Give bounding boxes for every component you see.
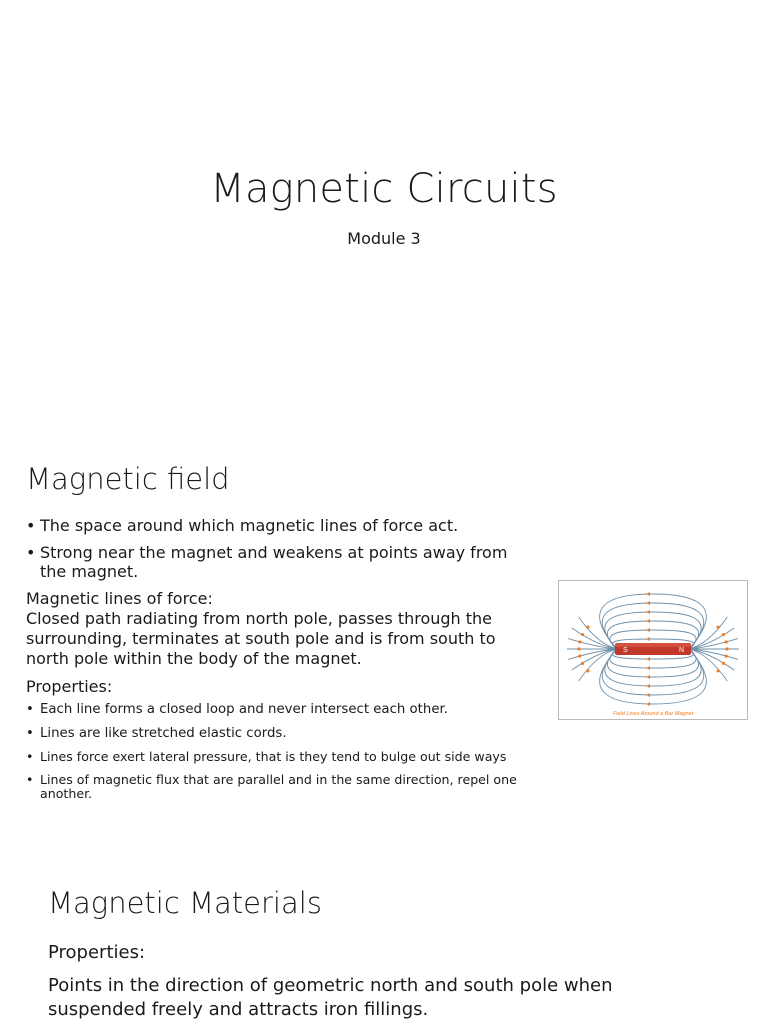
field-arrow xyxy=(717,669,720,672)
south-pole-label: S xyxy=(623,647,628,654)
field-arrow xyxy=(725,647,728,650)
field-arrow xyxy=(646,657,650,661)
bar-magnet-field-figure xyxy=(558,580,748,720)
north-pole-label: N xyxy=(679,647,685,654)
properties-list xyxy=(26,702,536,801)
figure-caption: Field Lines Around a Bar Magnet xyxy=(612,711,694,717)
magnetic-field-slide xyxy=(0,440,768,860)
field-arrow xyxy=(646,637,650,641)
field-arrow xyxy=(646,693,650,697)
field-arrow xyxy=(586,626,589,629)
slide-title: Magnetic Circuits xyxy=(210,166,558,212)
field-line xyxy=(689,649,727,681)
field-arrow xyxy=(577,647,580,650)
magnetic-field-body xyxy=(26,516,536,810)
field-arrow xyxy=(646,601,650,605)
bar-magnet-field-diagram xyxy=(559,581,747,719)
field-arrow xyxy=(717,626,720,629)
field-line xyxy=(579,649,617,681)
field-line xyxy=(602,603,703,649)
magnetic-field-heading: Magnetic field xyxy=(26,462,230,496)
field-arrow xyxy=(578,654,581,657)
field-line xyxy=(689,617,727,649)
field-line xyxy=(602,649,703,695)
list-item: • The space around which magnetic lines of force act. xyxy=(26,516,536,535)
field-arrow xyxy=(646,684,650,688)
field-line xyxy=(600,649,707,704)
field-arrow xyxy=(646,702,650,706)
materials-properties-text: Points in the direction of geometric north and south pole when suspended freely and attracts iron fillings. xyxy=(48,975,613,1020)
field-arrow xyxy=(646,628,650,632)
lines-of-force-label: Magnetic lines of force: xyxy=(26,589,213,608)
list-item: • Lines force exert lateral pressure, that is they tend to bulge out side ways xyxy=(26,750,536,764)
list-item: • Each line forms a closed loop and never intersect each other. xyxy=(26,702,536,717)
field-arrow xyxy=(586,669,589,672)
field-arrow xyxy=(581,662,584,665)
field-arrow xyxy=(725,654,728,657)
field-arrow xyxy=(646,610,650,614)
field-arrow xyxy=(722,633,725,636)
field-arrow xyxy=(581,633,584,636)
list-item: • Lines are like stretched elastic cords. xyxy=(26,726,536,741)
field-bullet-list xyxy=(26,516,536,581)
lines-of-force-text: Closed path radiating from north pole, passes through the surrounding, terminates at south pole and is from south to north pole within the body of the magnet. xyxy=(26,609,496,668)
field-arrow xyxy=(722,662,725,665)
slide-subtitle: Module 3 xyxy=(347,229,421,248)
materials-properties-label: Properties: xyxy=(48,942,146,963)
field-arrow xyxy=(646,666,650,670)
field-arrow xyxy=(646,675,650,679)
list-item: • Lines of magnetic flux that are parallel and in the same direction, repel one another. xyxy=(26,773,536,801)
field-arrow xyxy=(578,640,581,643)
list-item: • Strong near the magnet and weakens at points away from the magnet. xyxy=(26,543,536,581)
field-arrow xyxy=(725,640,728,643)
field-arrow xyxy=(646,619,650,623)
properties-label: Properties: xyxy=(26,677,113,696)
magnetic-materials-heading: Magnetic Materials xyxy=(48,886,322,920)
field-arrow xyxy=(646,592,650,596)
field-line xyxy=(600,594,707,649)
title-slide xyxy=(0,0,768,430)
magnetic-materials-slide xyxy=(0,868,768,1024)
field-line xyxy=(579,617,617,649)
